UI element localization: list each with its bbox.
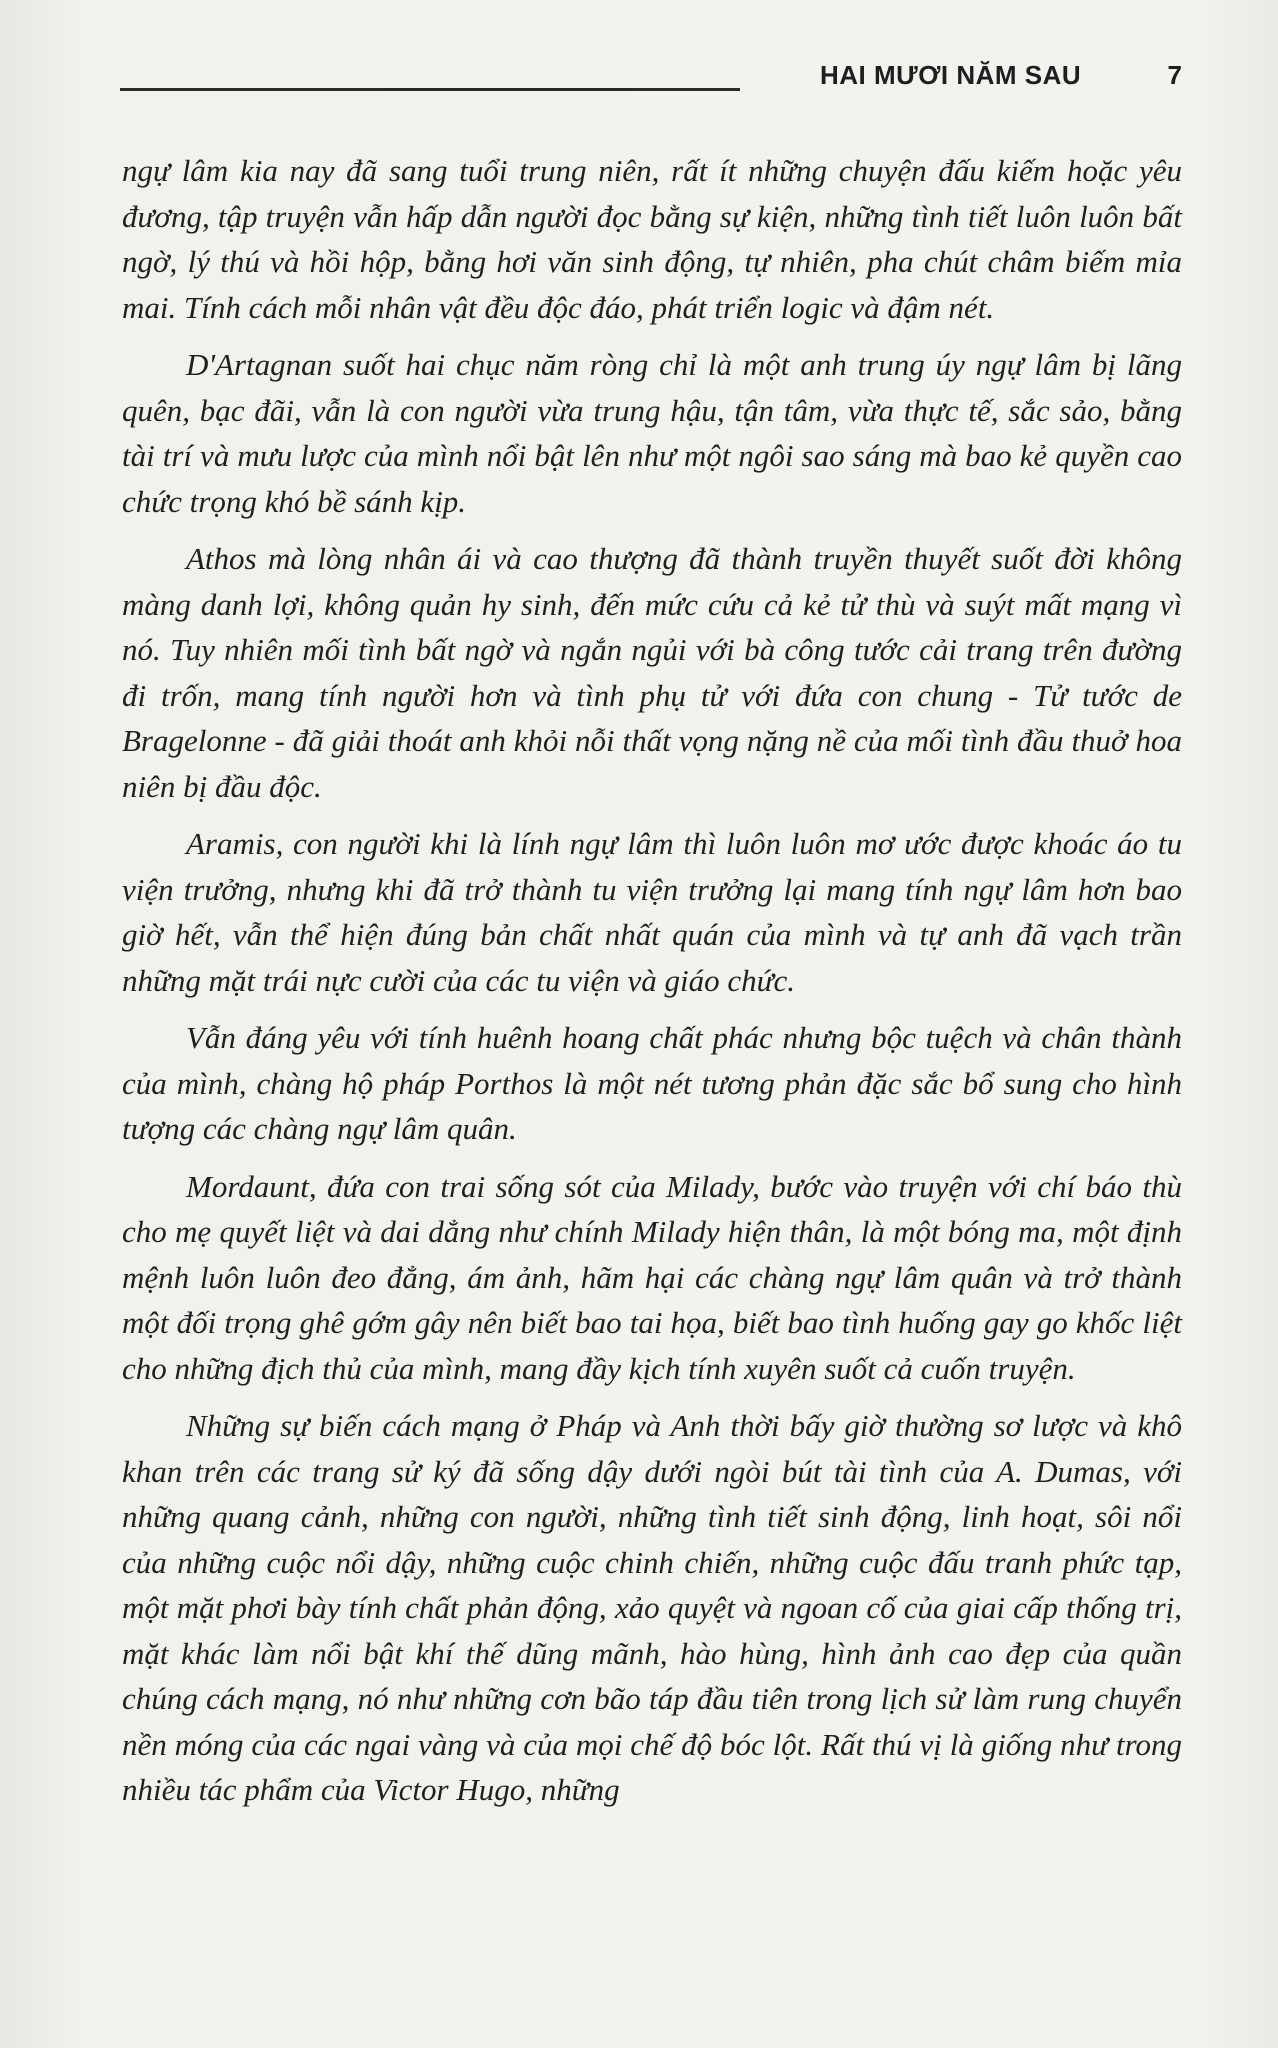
page-header: [120, 60, 1188, 100]
page-number: 7: [1167, 60, 1182, 90]
paragraph-1: ngự lâm kia nay đã sang tuổi trung niên, rất ít những chuyện đấu kiếm hoặc yêu đương, tập truyện vẫn hấp dẫn người đọc bằng sự kiện, những tình tiết luôn luôn bất ngờ, lý thú và hồi hộp, bằng hơi văn sinh động, tự nhiên, pha chút châm biếm mỉa mai. Tính cách mỗi nhân vật đều độc đáo, phát triển logic và đậm nét.: [122, 153, 1182, 325]
running-title: HAI MƯƠI NĂM SAU: [820, 60, 1082, 90]
paragraph-2: D'Artagnan suốt hai chục năm ròng chỉ là một anh trung úy ngự lâm bị lãng quên, bạc đãi, vẫn là con người vừa trung hậu, tận tâm, vừa thực tế, sắc sảo, bằng tài trí và mưu lược của mình nổi bật lên như một ngôi sao sáng mà bao kẻ quyền cao chức trọng khó bề sánh kịp.: [122, 347, 1182, 519]
body-text: [122, 148, 1182, 1825]
paragraph-6: Mordaunt, đứa con trai sống sót của Milady, bước vào truyện với chí báo thù cho mẹ quyết liệt và dai dẳng như chính Milady hiện thân, là một bóng ma, một định mệnh luôn luôn đeo đẳng, ám ảnh, hãm hại các chàng ngự lâm quân và trở thành một đối trọng ghê gớm gây nên biết bao tai họa, biết bao tình huống gay go khốc liệt cho những địch thủ của mình, mang đầy kịch tính xuyên suốt cả cuốn truyện.: [122, 1168, 1182, 1386]
header-rule: [120, 88, 740, 91]
paragraph-5: Vẫn đáng yêu với tính huênh hoang chất phác nhưng bộc tuệch và chân thành của mình, chàng hộ pháp Porthos là một nét tương phản đặc sắc bổ sung cho hình tượng các chàng ngự lâm quân.: [122, 1020, 1182, 1146]
paragraph-4: Aramis, con người khi là lính ngự lâm thì luôn luôn mơ ước được khoác áo tu viện trưởng, nhưng khi đã trở thành tu viện trưởng lại mang tính ngự lâm hơn bao giờ hết, vẫn thể hiện đúng bản chất nhất quán của mình và tự anh đã vạch trần những mặt trái nực cười của các tu viện và giáo chức.: [122, 826, 1182, 998]
paragraph-7: Những sự biến cách mạng ở Pháp và Anh thời bấy giờ thường sơ lược và khô khan trên các trang sử ký đã sống dậy dưới ngòi bút tài tình của A. Dumas, với những quang cảnh, những con người, những tình tiết sinh động, linh hoạt, sôi nổi của những cuộc nổi dậy, những cuộc chinh chiến, những cuộc đấu tranh phức tạp, một mặt phơi bày tính chất phản động, xảo quyệt và ngoan cố của giai cấp thống trị, mặt khác làm nổi bật khí thế dũng mãnh, hào hùng, hình ảnh cao đẹp của quần chúng cách mạng, nó như những cơn bão táp đầu tiên trong lịch sử làm rung chuyển nền móng của các ngai vàng và của mọi chế độ bóc lột. Rất thú vị là giống như trong nhiều tác phẩm của Victor Hugo, những: [122, 1408, 1182, 1807]
paragraph-3: Athos mà lòng nhân ái và cao thượng đã thành truyền thuyết suốt đời không màng danh lợi, không quản hy sinh, đến mức cứu cả kẻ tử thù và suýt mất mạng vì nó. Tuy nhiên mối tình bất ngờ và ngắn ngủi với bà công tước cải trang trên đường đi trốn, mang tính người hơn và tình phụ tử với đứa con chung - Tử tước de Bragelonne - đã giải thoát anh khỏi nỗi thất vọng nặng nề của mối tình đầu thuở hoa niên bị đầu độc.: [122, 541, 1182, 804]
